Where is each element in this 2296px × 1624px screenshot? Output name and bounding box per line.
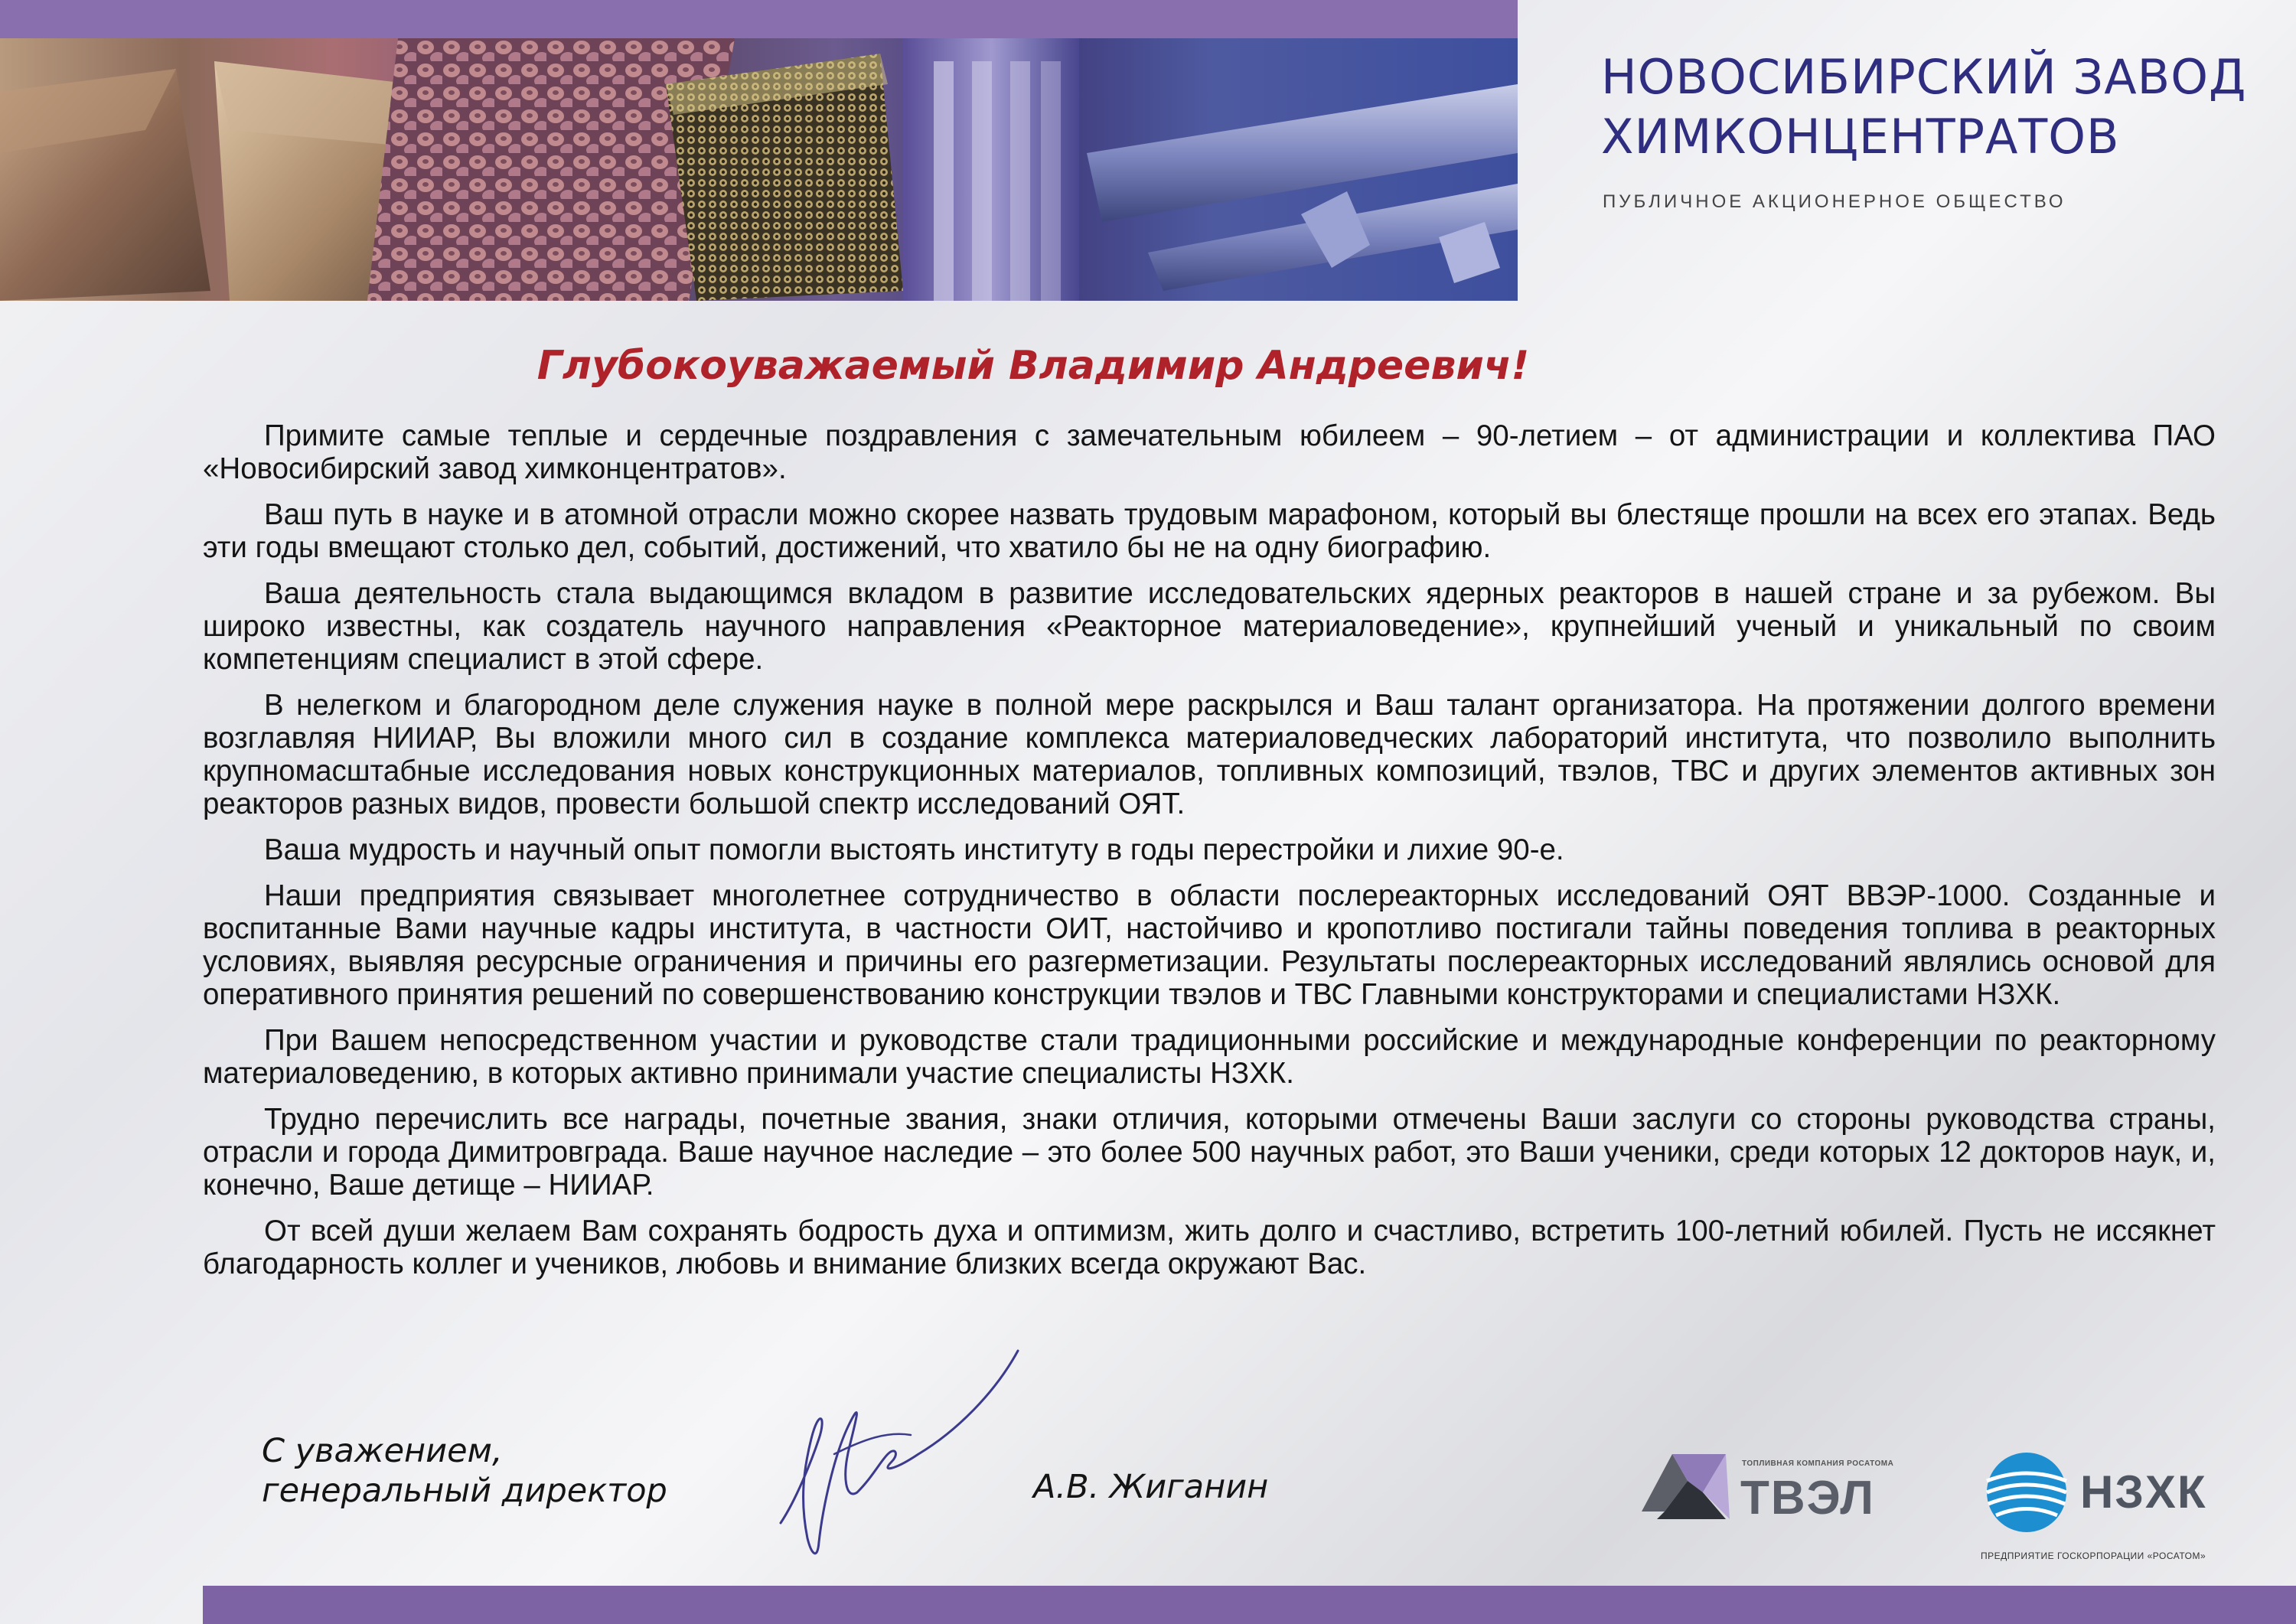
handwritten-signature bbox=[765, 1347, 1041, 1577]
tvel-tagline: ТОПЛИВНАЯ КОМПАНИЯ РОСАТОМА bbox=[1742, 1459, 1894, 1468]
letter-paragraph: Ваша мудрость и научный опыт помогли выстоять институту в годы перестройки и лихие 90-е. bbox=[264, 833, 1564, 866]
closing-regards: С уважением, bbox=[262, 1432, 503, 1470]
letter-paragraph: В нелегком и благородном деле служения науке в полной мере раскрылся и Ваш талант организатора. На протяжении долгого времени возглавляя НИИАР, Вы вложили много сил в создание комплекса материаловедческих лабораторий института, что позволило выполнить крупномасштабные исследования новых конструкционных материалов, топливных композиций, твэлов, ТВС и других элементов активных зон реакторов разных видов, провести большой спектр исследований ОЯТ. bbox=[203, 689, 2216, 820]
letter-greeting: Глубокоуважаемый Владимир Андреевич! bbox=[536, 343, 1530, 389]
letter-paragraph: Ваша деятельность стала выдающимся вкладом в развитие исследовательских ядерных реакторов в нашей стране и за рубежом. Вы широко известны, как создатель научного направления «Реакторное материаловедение», крупнейший ученый и уникальный по своим компетенциям специалист в этой сфере. bbox=[203, 577, 2216, 676]
letter-paragraph: Трудно перечислить все награды, почетные звания, знаки отличия, которыми отмечены Ваши заслуги со стороны руководства страны, отрасли и города Димитровграда. Ваше научное наследие – это более 500 научных работ, это Ваши ученики, среди которых 12 докторов наук, и, конечно, Ваше детище – НИИАР. bbox=[203, 1103, 2216, 1202]
nzhk-tagline: ПРЕДПРИЯТИЕ ГОСКОРПОРАЦИИ «РОСАТОМ» bbox=[1981, 1551, 2206, 1561]
closing-position: генеральный директор bbox=[262, 1472, 667, 1510]
header-photo-banner bbox=[0, 38, 1518, 301]
letter-paragraph: Примите самые теплые и сердечные поздравления с замечательным юбилеем – 90-летием – от администрации и коллектива ПАО «Новосибирский завод химконцентратов». bbox=[203, 419, 2216, 485]
letter-body bbox=[203, 419, 2216, 1293]
letter-paragraph: От всей души желаем Вам сохранять бодрость духа и оптимизм, жить долго и счастливо, встретить 100-летний юбилей. Пусть не иссякнет благодарность коллег и учеников, любовь и внимание близких всегда окружают Вас. bbox=[203, 1215, 2216, 1280]
signer-name: А.В. Жиганин bbox=[1033, 1468, 1269, 1506]
nuclear-fuel-products-image bbox=[0, 38, 1518, 301]
letter-paragraph: Ваш путь в науке и в атомной отрасли можно скорее назвать трудовым марафоном, который вы блестяще прошли на всех его этапах. Ведь эти годы вмещают столько дел, событий, достижений, что хватило бы не на одну биографию. bbox=[203, 498, 2216, 564]
company-name-line2: ХИМКОНЦЕНТРАТОВ bbox=[1601, 109, 2120, 165]
letter-paragraph: Наши предприятия связывает многолетнее сотрудничество в области послереакторных исследований ОЯТ ВВЭР-1000. Созданные и воспитанные Вами научные кадры института, в частности ОИТ, настойчиво и кропотливо постигали тайны поведения топлива в реакторных условиях, выявляя ресурсные ограничения и причины его разгерметизации. Результаты послереакторных исследований являлись основой для оперативного принятия решений по совершенствованию конструкции твэлов и ТВС Главными конструкторами и специалистами НЗХК. bbox=[203, 879, 2216, 1011]
company-name-line1: НОВОСИБИРСКИЙ ЗАВОД bbox=[1601, 49, 2247, 105]
company-type: ПУБЛИЧНОЕ АКЦИОНЕРНОЕ ОБЩЕСТВО bbox=[1603, 191, 2066, 212]
letter-closing bbox=[262, 1431, 667, 1511]
nzhk-logo-icon bbox=[1981, 1450, 2073, 1534]
tvel-wordmark: ТВЭЛ bbox=[1740, 1472, 1875, 1525]
top-violet-band bbox=[0, 0, 1518, 38]
letter-paragraph: При Вашем непосредственном участии и руководстве стали традиционными российские и международные конференции по реакторному материаловедению, в которых активно принимали участие специалисты НЗХК. bbox=[203, 1024, 2216, 1090]
nzhk-wordmark: НЗХК bbox=[2080, 1466, 2207, 1518]
bottom-violet-band bbox=[203, 1586, 2296, 1624]
tvel-logo-icon bbox=[1634, 1446, 1733, 1527]
company-name bbox=[1601, 47, 2275, 167]
